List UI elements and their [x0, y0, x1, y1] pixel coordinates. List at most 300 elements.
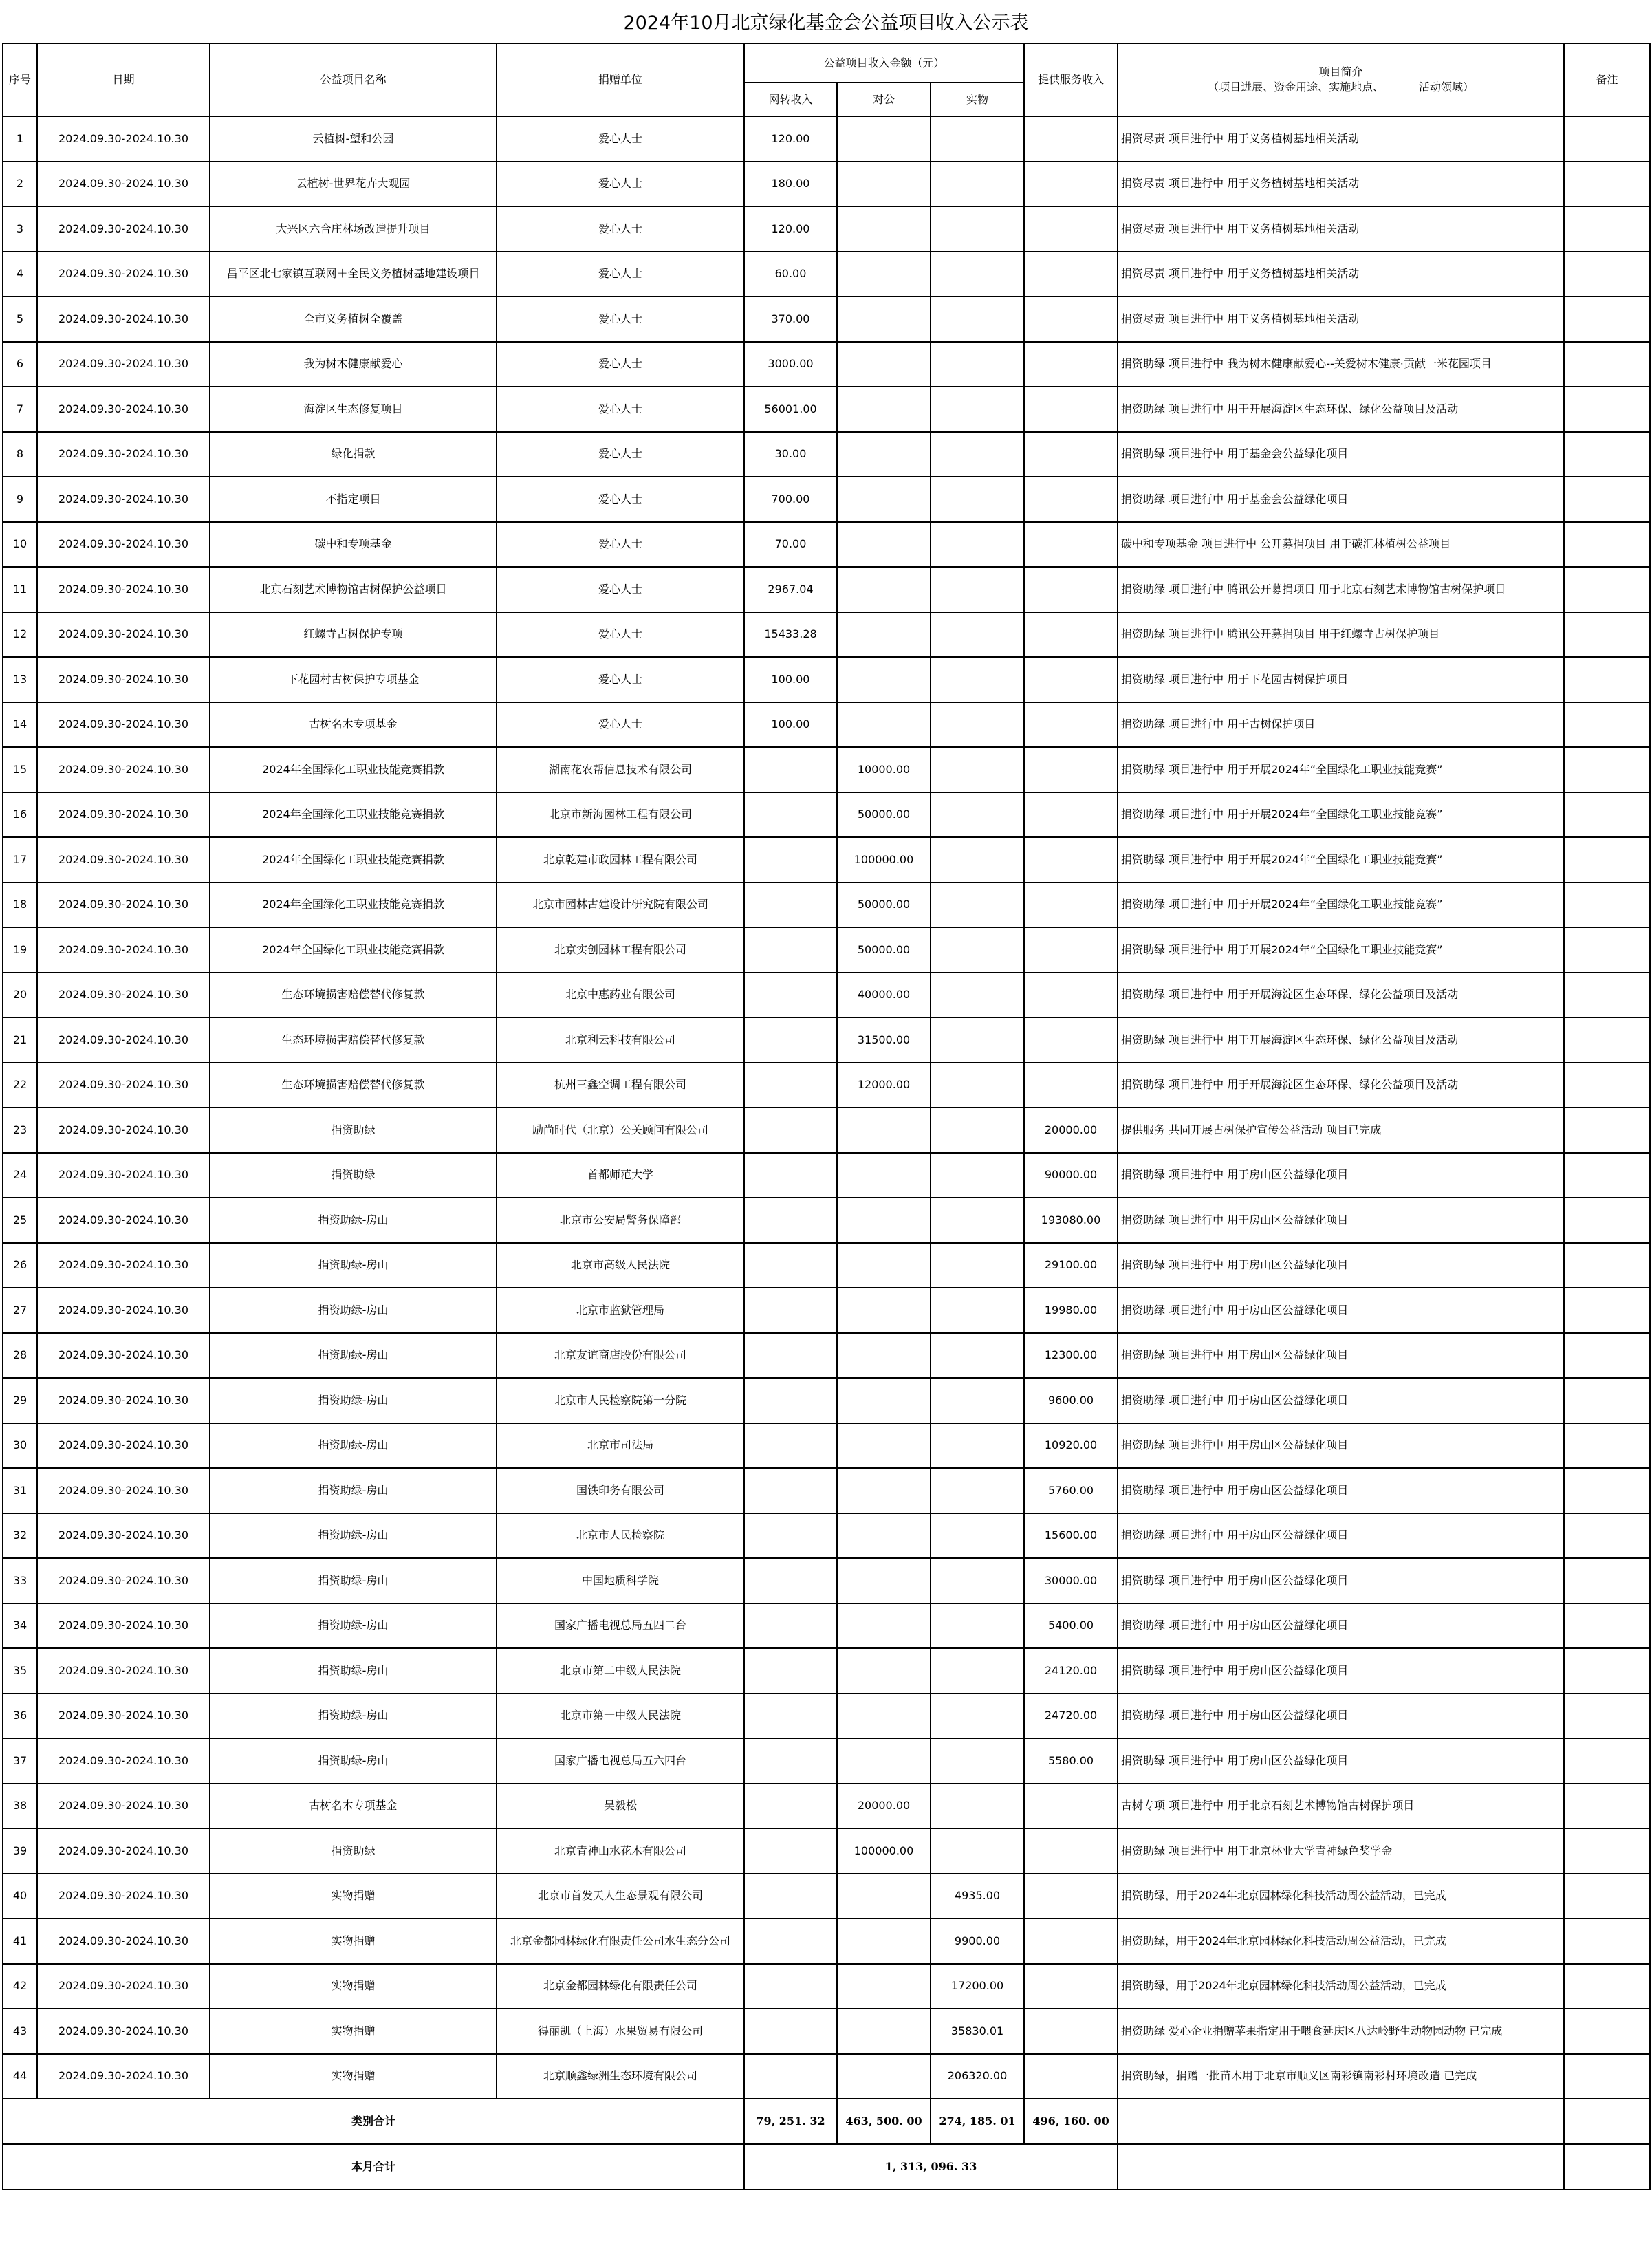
cell-donor: 北京金都园林绿化有限责任公司水生态分公司 — [497, 1918, 744, 1964]
cell-remark — [1564, 1153, 1650, 1198]
cell-seq: 2 — [3, 162, 37, 207]
cell-desc: 捐资助绿 项目进行中 腾讯公开募捐项目 用于北京石刻艺术博物馆古树保护项目 — [1118, 567, 1564, 612]
cell-online — [744, 1198, 837, 1243]
cell-inkind — [931, 1828, 1024, 1874]
cell-date: 2024.09.30-2024.10.30 — [37, 1017, 210, 1063]
cell-date: 2024.09.30-2024.10.30 — [37, 1874, 210, 1919]
cell-donor: 爱心人士 — [497, 342, 744, 387]
cell-project: 昌平区北七家镇互联网＋全民义务植树基地建设项目 — [210, 252, 497, 297]
table-row — [3, 1828, 1650, 1874]
table-row — [3, 1738, 1650, 1784]
header-desc-line1: 项目简介 — [1318, 65, 1363, 78]
table-row — [3, 1017, 1650, 1063]
cell-remark — [1564, 1603, 1650, 1649]
cell-remark — [1564, 702, 1650, 748]
cell-online — [744, 1874, 837, 1919]
cell-desc: 捐资助绿 项目进行中 用于开展2024年“全国绿化工职业技能竞赛” — [1118, 927, 1564, 973]
cell-inkind — [931, 1243, 1024, 1288]
cell-project: 实物捐赠 — [210, 2054, 497, 2099]
cell-date: 2024.09.30-2024.10.30 — [37, 1333, 210, 1379]
cell-date: 2024.09.30-2024.10.30 — [37, 657, 210, 702]
table-row — [3, 2054, 1650, 2099]
cell-seq: 31 — [3, 1468, 37, 1513]
cell-desc: 捐资助绿，捐赠一批苗木用于北京市顺义区南彩镇南彩村环境改造 已完成 — [1118, 2054, 1564, 2099]
cell-donor: 得丽凯（上海）水果贸易有限公司 — [497, 2009, 744, 2054]
table-row — [3, 1784, 1650, 1829]
cell-seq: 34 — [3, 1603, 37, 1649]
cell-remark — [1564, 1107, 1650, 1153]
header-amount-group: 公益项目收入金额（元） — [744, 43, 1024, 83]
cell-remark — [1564, 162, 1650, 207]
month-desc-empty — [1118, 2144, 1564, 2190]
cell-date: 2024.09.30-2024.10.30 — [37, 477, 210, 522]
cell-desc: 捐资助绿 项目进行中 用于房山区公益绿化项目 — [1118, 1288, 1564, 1333]
cell-corporate — [837, 1603, 931, 1649]
cell-project: 捐资助绿-房山 — [210, 1558, 497, 1603]
cell-donor: 爱心人士 — [497, 522, 744, 568]
cell-donor: 爱心人士 — [497, 116, 744, 162]
cell-date: 2024.09.30-2024.10.30 — [37, 296, 210, 342]
cell-seq: 25 — [3, 1198, 37, 1243]
cell-online — [744, 1828, 837, 1874]
cell-project: 古树名木专项基金 — [210, 702, 497, 748]
total-remark-empty — [1564, 2099, 1650, 2144]
cell-project: 2024年全国绿化工职业技能竞赛捐款 — [210, 883, 497, 928]
cell-desc: 捐资助绿 项目进行中 用于房山区公益绿化项目 — [1118, 1603, 1564, 1649]
cell-donor: 北京市高级人民法院 — [497, 1243, 744, 1288]
cell-seq: 28 — [3, 1333, 37, 1379]
cell-inkind — [931, 1603, 1024, 1649]
cell-date: 2024.09.30-2024.10.30 — [37, 702, 210, 748]
cell-donor: 北京中惠药业有限公司 — [497, 973, 744, 1018]
cell-desc: 捐资助绿 项目进行中 腾讯公开募捐项目 用于红螺寺古树保护项目 — [1118, 612, 1564, 658]
cell-online — [744, 1017, 837, 1063]
cell-date: 2024.09.30-2024.10.30 — [37, 1738, 210, 1784]
cell-corporate: 50000.00 — [837, 792, 931, 838]
cell-inkind — [931, 1558, 1024, 1603]
cell-remark — [1564, 1918, 1650, 1964]
cell-seq: 17 — [3, 837, 37, 883]
cell-project: 生态环境损害赔偿替代修复款 — [210, 1063, 497, 1108]
cell-remark — [1564, 1378, 1650, 1423]
header-service: 提供服务收入 — [1024, 43, 1118, 116]
cell-inkind — [931, 567, 1024, 612]
cell-date: 2024.09.30-2024.10.30 — [37, 1243, 210, 1288]
cell-date: 2024.09.30-2024.10.30 — [37, 1063, 210, 1108]
cell-online — [744, 1558, 837, 1603]
cell-date: 2024.09.30-2024.10.30 — [37, 1288, 210, 1333]
cell-online: 60.00 — [744, 252, 837, 297]
cell-desc: 捐资助绿，用于2024年北京园林绿化科技活动周公益活动，已完成 — [1118, 1918, 1564, 1964]
cell-remark — [1564, 2009, 1650, 2054]
cell-project: 捐资助绿-房山 — [210, 1603, 497, 1649]
cell-inkind — [931, 1288, 1024, 1333]
table-row — [3, 296, 1650, 342]
cell-seq: 38 — [3, 1784, 37, 1829]
table-row — [3, 206, 1650, 252]
cell-donor: 爱心人士 — [497, 702, 744, 748]
cell-date: 2024.09.30-2024.10.30 — [37, 1964, 210, 2009]
cell-remark — [1564, 1784, 1650, 1829]
cell-desc: 捐资助绿 项目进行中 用于开展海淀区生态环保、绿化公益项目及活动 — [1118, 387, 1564, 432]
cell-corporate — [837, 1468, 931, 1513]
cell-service — [1024, 1964, 1118, 2009]
cell-online — [744, 1243, 837, 1288]
cell-service: 19980.00 — [1024, 1288, 1118, 1333]
cell-remark — [1564, 883, 1650, 928]
cell-inkind — [931, 1198, 1024, 1243]
cell-remark — [1564, 296, 1650, 342]
cell-project: 北京石刻艺术博物馆古树保护公益项目 — [210, 567, 497, 612]
cell-service — [1024, 2054, 1118, 2099]
cell-inkind — [931, 206, 1024, 252]
cell-desc: 碳中和专项基金 项目进行中 公开募捐项目 用于碳汇林植树公益项目 — [1118, 522, 1564, 568]
cell-remark — [1564, 387, 1650, 432]
cell-desc: 捐资助绿 项目进行中 用于房山区公益绿化项目 — [1118, 1648, 1564, 1694]
cell-seq: 5 — [3, 296, 37, 342]
cell-desc: 捐资助绿 爱心企业捐赠苹果指定用于喂食延庆区八达岭野生动物园动物 已完成 — [1118, 2009, 1564, 2054]
table-row — [3, 522, 1650, 568]
cell-project: 实物捐赠 — [210, 1918, 497, 1964]
cell-service: 193080.00 — [1024, 1198, 1118, 1243]
cell-corporate — [837, 1198, 931, 1243]
cell-donor: 北京金都园林绿化有限责任公司 — [497, 1964, 744, 2009]
cell-project: 大兴区六合庄林场改造提升项目 — [210, 206, 497, 252]
header-row — [3, 43, 1650, 83]
cell-seq: 36 — [3, 1694, 37, 1739]
cell-donor: 北京市园林古建设计研究院有限公司 — [497, 883, 744, 928]
cell-project: 下花园村古树保护专项基金 — [210, 657, 497, 702]
cell-seq: 27 — [3, 1288, 37, 1333]
cell-project: 实物捐赠 — [210, 2009, 497, 2054]
cell-inkind — [931, 883, 1024, 928]
table-row — [3, 2009, 1650, 2054]
header-desc-line2: （项目进展、资金用途、实施地点、 活动领域） — [1208, 80, 1474, 94]
cell-project: 捐资助绿-房山 — [210, 1288, 497, 1333]
table-row — [3, 1694, 1650, 1739]
cell-online — [744, 2009, 837, 2054]
cell-project: 2024年全国绿化工职业技能竞赛捐款 — [210, 792, 497, 838]
cell-inkind — [931, 1738, 1024, 1784]
cell-corporate — [837, 477, 931, 522]
cell-donor: 爱心人士 — [497, 206, 744, 252]
header-remark: 备注 — [1564, 43, 1650, 116]
cell-corporate: 20000.00 — [837, 1784, 931, 1829]
cell-seq: 15 — [3, 747, 37, 792]
cell-seq: 37 — [3, 1738, 37, 1784]
cell-corporate — [837, 567, 931, 612]
cell-corporate — [837, 1918, 931, 1964]
cell-service — [1024, 612, 1118, 658]
cell-corporate: 10000.00 — [837, 747, 931, 792]
cell-desc: 捐资助绿 项目进行中 用于开展2024年“全国绿化工职业技能竞赛” — [1118, 837, 1564, 883]
cell-inkind — [931, 162, 1024, 207]
cell-desc: 捐资助绿 项目进行中 用于古树保护项目 — [1118, 702, 1564, 748]
cell-corporate: 100000.00 — [837, 1828, 931, 1874]
cell-online — [744, 1153, 837, 1198]
cell-donor: 北京市第一中级人民法院 — [497, 1694, 744, 1739]
cell-remark — [1564, 1874, 1650, 1919]
cell-desc: 捐资助绿 项目进行中 用于房山区公益绿化项目 — [1118, 1558, 1564, 1603]
cell-service — [1024, 432, 1118, 477]
cell-remark — [1564, 973, 1650, 1018]
cell-corporate — [837, 1423, 931, 1469]
cell-seq: 24 — [3, 1153, 37, 1198]
header-online: 网转收入 — [744, 83, 837, 116]
cell-service — [1024, 2009, 1118, 2054]
cell-project: 实物捐赠 — [210, 1964, 497, 2009]
cell-corporate — [837, 1288, 931, 1333]
cell-donor: 北京青神山水花木有限公司 — [497, 1828, 744, 1874]
cell-desc: 捐资助绿 项目进行中 用于房山区公益绿化项目 — [1118, 1333, 1564, 1379]
cell-project: 捐资助绿-房山 — [210, 1198, 497, 1243]
cell-remark — [1564, 1828, 1650, 1874]
cell-donor: 中国地质科学院 — [497, 1558, 744, 1603]
cell-corporate — [837, 116, 931, 162]
cell-desc: 捐资尽责 项目进行中 用于义务植树基地相关活动 — [1118, 296, 1564, 342]
cell-seq: 6 — [3, 342, 37, 387]
table-row — [3, 1558, 1650, 1603]
cell-seq: 40 — [3, 1874, 37, 1919]
cell-service: 12300.00 — [1024, 1333, 1118, 1379]
header-inkind: 实物 — [931, 83, 1024, 116]
cell-desc: 捐资助绿 项目进行中 用于房山区公益绿化项目 — [1118, 1694, 1564, 1739]
cell-service — [1024, 477, 1118, 522]
table-row — [3, 1874, 1650, 1919]
cell-inkind — [931, 1017, 1024, 1063]
cell-desc: 捐资助绿 项目进行中 用于北京林业大学青神绿色奖学金 — [1118, 1828, 1564, 1874]
cell-desc: 捐资助绿 项目进行中 用于开展海淀区生态环保、绿化公益项目及活动 — [1118, 1017, 1564, 1063]
cell-desc: 捐资助绿，用于2024年北京园林绿化科技活动周公益活动，已完成 — [1118, 1964, 1564, 2009]
cell-online — [744, 1063, 837, 1108]
cell-inkind: 17200.00 — [931, 1964, 1024, 2009]
cell-inkind — [931, 657, 1024, 702]
cell-donor: 爱心人士 — [497, 612, 744, 658]
cell-remark — [1564, 747, 1650, 792]
cell-project: 云植树-世界花卉大观园 — [210, 162, 497, 207]
cell-service: 24720.00 — [1024, 1694, 1118, 1739]
cell-project: 实物捐赠 — [210, 1874, 497, 1919]
cell-remark — [1564, 522, 1650, 568]
cell-service: 5400.00 — [1024, 1603, 1118, 1649]
cell-remark — [1564, 116, 1650, 162]
table-row — [3, 657, 1650, 702]
cell-service: 24120.00 — [1024, 1648, 1118, 1694]
cell-donor: 北京市人民检察院第一分院 — [497, 1378, 744, 1423]
cell-date: 2024.09.30-2024.10.30 — [37, 1918, 210, 1964]
cell-desc: 捐资助绿 项目进行中 用于房山区公益绿化项目 — [1118, 1738, 1564, 1784]
cell-remark — [1564, 1738, 1650, 1784]
cell-inkind — [931, 702, 1024, 748]
cell-date: 2024.09.30-2024.10.30 — [37, 162, 210, 207]
cell-desc: 捐资助绿 项目进行中 用于开展海淀区生态环保、绿化公益项目及活动 — [1118, 1063, 1564, 1108]
cell-remark — [1564, 567, 1650, 612]
cell-project: 生态环境损害赔偿替代修复款 — [210, 973, 497, 1018]
cell-online — [744, 1694, 837, 1739]
cell-online: 15433.28 — [744, 612, 837, 658]
cell-remark — [1564, 1063, 1650, 1108]
cell-donor: 国家广播电视总局五六四台 — [497, 1738, 744, 1784]
cell-date: 2024.09.30-2024.10.30 — [37, 387, 210, 432]
cell-date: 2024.09.30-2024.10.30 — [37, 883, 210, 928]
cell-seq: 29 — [3, 1378, 37, 1423]
cell-seq: 35 — [3, 1648, 37, 1694]
cell-project: 捐资助绿-房山 — [210, 1333, 497, 1379]
cell-inkind: 4935.00 — [931, 1874, 1024, 1919]
table-row — [3, 252, 1650, 297]
cell-online — [744, 1107, 837, 1153]
cell-inkind — [931, 1333, 1024, 1379]
cell-service: 20000.00 — [1024, 1107, 1118, 1153]
cell-service — [1024, 837, 1118, 883]
cell-date: 2024.09.30-2024.10.30 — [37, 1198, 210, 1243]
cell-online: 120.00 — [744, 206, 837, 252]
cell-date: 2024.09.30-2024.10.30 — [37, 973, 210, 1018]
cell-corporate: 40000.00 — [837, 973, 931, 1018]
cell-date: 2024.09.30-2024.10.30 — [37, 1828, 210, 1874]
cell-service: 30000.00 — [1024, 1558, 1118, 1603]
cell-date: 2024.09.30-2024.10.30 — [37, 1153, 210, 1198]
cell-online — [744, 1513, 837, 1559]
cell-remark — [1564, 1694, 1650, 1739]
cell-seq: 8 — [3, 432, 37, 477]
cell-inkind — [931, 837, 1024, 883]
cell-online — [744, 1468, 837, 1513]
cell-donor: 爱心人士 — [497, 252, 744, 297]
cell-service — [1024, 1017, 1118, 1063]
cell-project: 生态环境损害赔偿替代修复款 — [210, 1017, 497, 1063]
month-total-label: 本月合计 — [3, 2144, 744, 2190]
cell-inkind — [931, 1423, 1024, 1469]
cell-project: 捐资助绿 — [210, 1153, 497, 1198]
cell-seq: 30 — [3, 1423, 37, 1469]
total-corporate: 463, 500. 00 — [837, 2099, 931, 2144]
cell-seq: 26 — [3, 1243, 37, 1288]
cell-project: 捐资助绿-房山 — [210, 1243, 497, 1288]
cell-seq: 21 — [3, 1017, 37, 1063]
cell-date: 2024.09.30-2024.10.30 — [37, 1378, 210, 1423]
cell-desc: 捐资助绿 项目进行中 用于房山区公益绿化项目 — [1118, 1423, 1564, 1469]
cell-online: 56001.00 — [744, 387, 837, 432]
cell-online — [744, 1288, 837, 1333]
cell-corporate — [837, 432, 931, 477]
cell-seq: 7 — [3, 387, 37, 432]
cell-online — [744, 1648, 837, 1694]
table-row — [3, 702, 1650, 748]
cell-online — [744, 1784, 837, 1829]
cell-remark — [1564, 432, 1650, 477]
cell-desc: 捐资助绿 项目进行中 用于房山区公益绿化项目 — [1118, 1198, 1564, 1243]
cell-online — [744, 1964, 837, 2009]
cell-donor: 北京市人民检察院 — [497, 1513, 744, 1559]
cell-desc: 捐资尽责 项目进行中 用于义务植树基地相关活动 — [1118, 206, 1564, 252]
cell-online — [744, 927, 837, 973]
cell-donor: 爱心人士 — [497, 162, 744, 207]
cell-desc: 古树专项 项目进行中 用于北京石刻艺术博物馆古树保护项目 — [1118, 1784, 1564, 1829]
cell-donor: 北京市监狱管理局 — [497, 1288, 744, 1333]
table-row — [3, 1198, 1650, 1243]
cell-donor: 北京市公安局警务保障部 — [497, 1198, 744, 1243]
cell-donor: 北京市新海园林工程有限公司 — [497, 792, 744, 838]
cell-seq: 12 — [3, 612, 37, 658]
cell-inkind — [931, 342, 1024, 387]
cell-remark — [1564, 657, 1650, 702]
table-row — [3, 1423, 1650, 1469]
income-table — [2, 43, 1651, 2190]
cell-corporate — [837, 657, 931, 702]
cell-inkind — [931, 1694, 1024, 1739]
cell-project: 捐资助绿-房山 — [210, 1378, 497, 1423]
cell-seq: 33 — [3, 1558, 37, 1603]
cell-service — [1024, 206, 1118, 252]
cell-inkind: 35830.01 — [931, 2009, 1024, 2054]
cell-remark — [1564, 792, 1650, 838]
header-donor: 捐赠单位 — [497, 43, 744, 116]
cell-online: 180.00 — [744, 162, 837, 207]
cell-seq: 19 — [3, 927, 37, 973]
cell-service — [1024, 387, 1118, 432]
cell-project: 我为树木健康献爱心 — [210, 342, 497, 387]
cell-seq: 18 — [3, 883, 37, 928]
cell-service: 5580.00 — [1024, 1738, 1118, 1784]
cell-seq: 10 — [3, 522, 37, 568]
cell-inkind — [931, 252, 1024, 297]
cell-seq: 32 — [3, 1513, 37, 1559]
table-row — [3, 792, 1650, 838]
cell-seq: 4 — [3, 252, 37, 297]
cell-corporate: 31500.00 — [837, 1017, 931, 1063]
cell-donor: 北京顺鑫绿洲生态环境有限公司 — [497, 2054, 744, 2099]
cell-date: 2024.09.30-2024.10.30 — [37, 116, 210, 162]
table-row — [3, 1153, 1650, 1198]
table-row — [3, 342, 1650, 387]
cell-inkind — [931, 296, 1024, 342]
cell-remark — [1564, 1468, 1650, 1513]
header-project: 公益项目名称 — [210, 43, 497, 116]
cell-seq: 23 — [3, 1107, 37, 1153]
cell-donor: 吴毅松 — [497, 1784, 744, 1829]
header-desc — [1118, 43, 1564, 116]
cell-donor: 国家广播电视总局五四二台 — [497, 1603, 744, 1649]
page-title: 2024年10月北京绿化基金会公益项目收入公示表 — [623, 12, 1029, 34]
cell-desc: 捐资助绿 项目进行中 用于开展2024年“全国绿化工职业技能竞赛” — [1118, 883, 1564, 928]
cell-inkind — [931, 1468, 1024, 1513]
cell-donor: 北京市司法局 — [497, 1423, 744, 1469]
cell-project: 碳中和专项基金 — [210, 522, 497, 568]
cell-service — [1024, 657, 1118, 702]
cell-online: 700.00 — [744, 477, 837, 522]
cell-project: 红螺寺古树保护专项 — [210, 612, 497, 658]
cell-desc: 捐资助绿 项目进行中 用于房山区公益绿化项目 — [1118, 1153, 1564, 1198]
cell-corporate — [837, 1694, 931, 1739]
cell-project: 捐资助绿-房山 — [210, 1694, 497, 1739]
cell-remark — [1564, 252, 1650, 297]
header-date: 日期 — [37, 43, 210, 116]
cell-donor: 爱心人士 — [497, 477, 744, 522]
cell-service: 10920.00 — [1024, 1423, 1118, 1469]
month-remark-empty — [1564, 2144, 1650, 2190]
table-row — [3, 567, 1650, 612]
cell-remark — [1564, 1964, 1650, 2009]
cell-corporate — [837, 252, 931, 297]
cell-project: 捐资助绿-房山 — [210, 1468, 497, 1513]
cell-service — [1024, 1784, 1118, 1829]
cell-seq: 14 — [3, 702, 37, 748]
cell-desc: 捐资助绿 项目进行中 我为树木健康献爱心--关爱树木健康·贡献一米花园项目 — [1118, 342, 1564, 387]
cell-donor: 北京友谊商店股份有限公司 — [497, 1333, 744, 1379]
cell-donor: 北京乾建市政园林工程有限公司 — [497, 837, 744, 883]
cell-corporate — [837, 1107, 931, 1153]
